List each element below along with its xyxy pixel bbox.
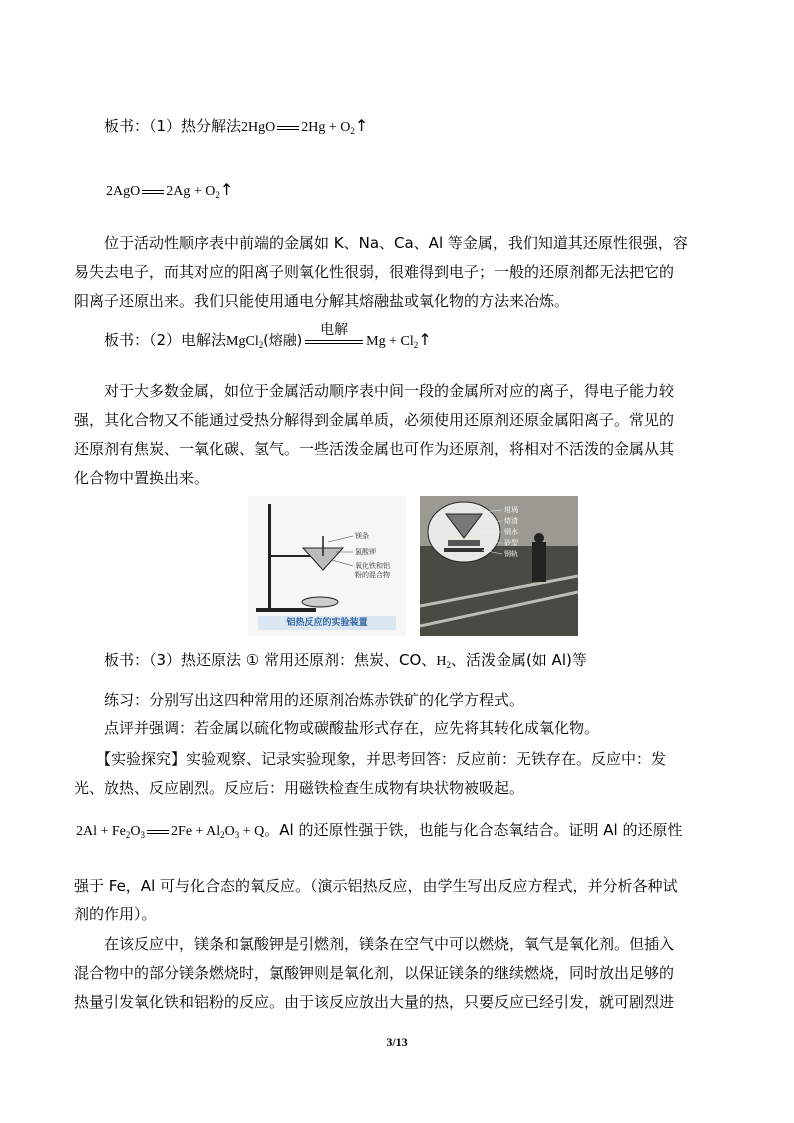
equation-explanation: 。Al 的还原性强于铁，也能与化合态氧结合。证明 Al 的还原性 xyxy=(264,821,683,839)
equation-ago xyxy=(106,184,220,199)
label-mixture-1: 氧化铁和铝 xyxy=(355,562,390,570)
board-note-suffix: 、活泼金属(如 Al)等 xyxy=(450,651,587,669)
experiment-line-1: 【实验探究】实验观察、记录实验现象，并思考回答：反应前：无铁存在。反应中：发 xyxy=(96,750,667,768)
label-potassium-chlorate: 氯酸钾 xyxy=(355,548,376,556)
gas-arrow: ↑ xyxy=(418,330,432,349)
board-note-thermal-decomposition xyxy=(104,116,368,138)
label-sand-mold: 砂型 xyxy=(504,539,518,547)
eq-left: 2HgO xyxy=(241,120,276,135)
subscript: 2 xyxy=(446,660,451,670)
comment-line: 点评并强调：若金属以硫化物或碳酸盐形式存在，应先将其转化成氧化物。 xyxy=(104,719,600,737)
eq-left: MgCl xyxy=(226,334,259,349)
subscript: 2 xyxy=(220,830,225,840)
label-crucible: 坩埚 xyxy=(504,506,518,514)
eq-right: 2Hg + O xyxy=(301,120,351,135)
label-mixture-2: 粉的混合物 xyxy=(355,571,390,579)
label-slag: 熔渣 xyxy=(504,517,518,525)
eq-left-o: O xyxy=(130,824,141,839)
board-note-electrolysis xyxy=(104,321,432,352)
equation-hgo xyxy=(241,120,355,135)
paragraph-4-line-1: 在该反应中，镁条和氯酸钾是引燃剂，镁条在空气中可以燃烧，氧气是氧化剂。但插入 xyxy=(104,935,675,953)
paragraph-4-line-3: 热量引发氧化铁和铝粉的反应。由于该反应放出大量的热，只要反应已经引发，就可剧烈进 xyxy=(74,993,675,1011)
board-note-label: 板书：（2）电解法 xyxy=(104,331,227,349)
hydrogen-formula xyxy=(436,654,451,669)
paragraph-3-line-2: 剂的作用）。 xyxy=(74,905,157,923)
eq-right-o: O xyxy=(224,824,235,839)
reaction-condition: 电解 xyxy=(320,321,349,338)
equals-sign-with-condition xyxy=(305,321,363,344)
subscript: 2 xyxy=(125,830,131,840)
equals-sign xyxy=(142,190,164,194)
eq-left: 2AgO xyxy=(106,184,141,199)
exercise-line: 练习：分别写出这四种常用的还原剂冶炼赤铁矿的化学方程式。 xyxy=(104,691,525,709)
paragraph-4-line-2: 混合物中的部分镁条燃烧时，氯酸钾则是氧化剂，以保证镁条的继续燃烧，同时放出足够的 xyxy=(74,964,675,982)
paragraph-2-line-4: 化合物中置换出来。 xyxy=(74,469,210,487)
photo-drawing xyxy=(420,496,578,636)
subscript: 2 xyxy=(413,340,419,350)
equation-ago-line xyxy=(106,180,233,202)
paragraph-2-line-3: 还原剂有焦炭、一氧化碳、氢气。一些活泼金属也可作为还原剂，将相对不活泼的金属从其 xyxy=(74,440,675,458)
eq-right: Mg + Cl xyxy=(366,334,414,349)
formula-h: H xyxy=(436,654,447,669)
label-molten-steel: 钢水 xyxy=(504,528,518,536)
figure-caption: 铝热反应的实验装置 xyxy=(258,616,396,630)
apparatus-drawing xyxy=(248,496,406,636)
subscript: 3 xyxy=(140,830,146,840)
paragraph-1-line-2: 易失去电子，而其对应的阳离子则氧化性很弱，很难得到电子；一般的还原剂都无法把它的 xyxy=(74,263,675,281)
label-rail: 钢轨 xyxy=(504,550,518,558)
eq-tail: + Q xyxy=(239,824,265,839)
equals-sign xyxy=(277,126,299,130)
board-note-thermal-reduction xyxy=(104,650,587,672)
rail-welding-photo xyxy=(420,496,578,636)
gas-arrow: ↑ xyxy=(354,116,369,135)
label-magnesium-strip: 镁条 xyxy=(355,532,369,540)
subscript: 3 xyxy=(234,830,240,840)
eq-right: 2Fe + Al xyxy=(171,824,221,839)
equation-thermite xyxy=(76,824,264,839)
experiment-line-2: 光、放热、反应剧烈。反应后：用磁铁检查生成物有块状物被吸起。 xyxy=(74,779,525,797)
page-number: 3/13 xyxy=(386,1035,408,1049)
paragraph-2-line-1: 对于大多数金属，如位于金属活动顺序表中间一段的金属所对应的离子，得电子能力较 xyxy=(104,382,675,400)
board-note-label: 板书：（1）热分解法 xyxy=(104,117,242,135)
equals-sign xyxy=(147,830,169,834)
board-note-label: 板书：（3）热还原法 ① 常用还原剂：焦炭、CO、 xyxy=(104,651,437,669)
thermite-apparatus-figure xyxy=(248,496,406,636)
paragraph-1-line-1: 位于活动性顺序表中前端的金属如 K、Na、Ca、Al 等金属，我们知道其还原性很强，容 xyxy=(104,234,688,252)
subscript: 2 xyxy=(350,126,355,136)
paragraph-2-line-2: 强，其化合物又不能通过受热分解得到金属单质，必须使用还原剂还原金属阳离子。常见的 xyxy=(74,411,675,429)
subscript: 2 xyxy=(215,190,220,200)
paragraph-3-line-1: 强于 Fe，Al 可与化合态的氧反应。（演示铝热反应，由学生写出反应方程式，并分析各种试 xyxy=(74,877,678,895)
eq-left: 2Al + Fe xyxy=(76,824,126,839)
paragraph-1-line-3: 阳离子还原出来。我们只能使用通电分解其熔融盐或氧化物的方法来冶炼。 xyxy=(74,292,570,310)
eq-right: 2Ag + O xyxy=(166,184,216,199)
gas-arrow: ↑ xyxy=(219,180,234,199)
equation-mgcl2 xyxy=(226,321,419,350)
subscript: 2 xyxy=(258,340,264,350)
thermite-equation-line xyxy=(76,820,682,842)
equals-bars xyxy=(305,340,363,344)
state-molten: (熔融) xyxy=(263,333,303,349)
